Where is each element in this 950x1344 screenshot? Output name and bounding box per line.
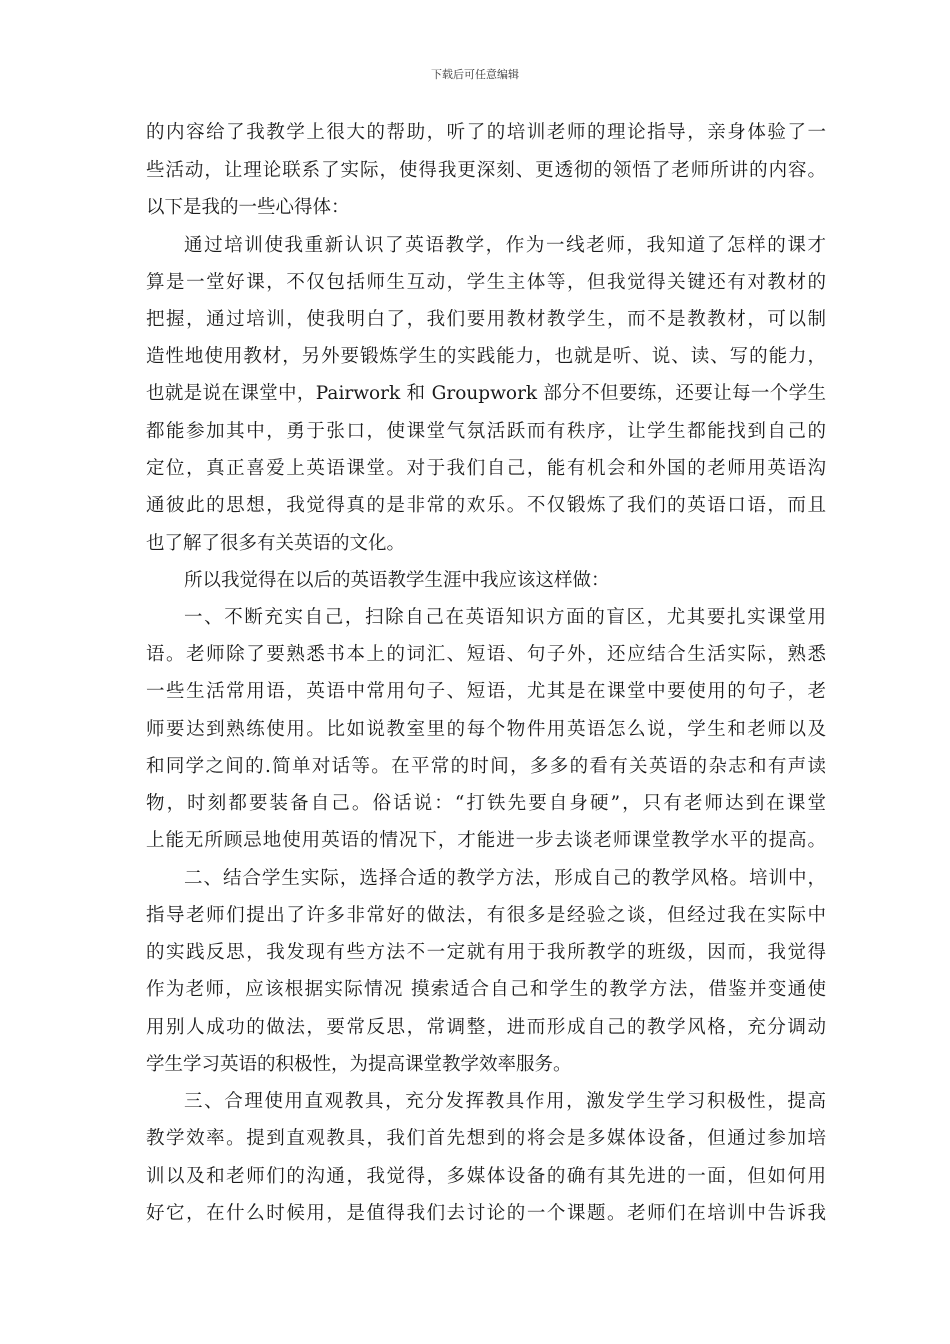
text-line: 好它，在什么时候用，是值得我们去讨论的一个课题。老师们在培训中告诉我	[146, 1203, 826, 1224]
text-line: 一些生活常用语，英语中常用句子、短语，尤其是在课堂中要使用的句子，老	[146, 681, 826, 702]
text-line: 所以我觉得在以后的英语教学生涯中我应该这样做：	[184, 570, 610, 591]
text-line: 些活动，让理论联系了实际，使得我更深刻、更透彻的领悟了老师所讲的内容。	[146, 160, 826, 181]
text-line: 通彼此的思想，我觉得真的是非常的欢乐。不仅锻炼了我们的英语口语，而且	[146, 495, 826, 516]
text-line: 通过培训使我重新认识了英语教学，作为一线老师，我知道了怎样的课才	[184, 235, 826, 256]
text-line: 师要达到熟练使用。比如说教室里的每个物件用英语怎么说，学生和老师以及	[146, 719, 826, 740]
text-line: 也了解了很多有关英语的文化。	[146, 533, 406, 554]
text-line: 上能无所顾忌地使用英语的情况下，才能进一步去谈老师课堂教学水平的提高。	[146, 830, 826, 851]
text-line: 的实践反思，我发现有些方法不一定就有用于我所教学的班级，因而，我觉得	[146, 942, 826, 963]
text-line: 把握，通过培训，使我明白了，我们要用教材教学生，而不是教教材，可以制	[146, 309, 826, 330]
text-line: 作为老师，应该根据实际情况 摸索适合自己和学生的教学方法，借鉴并变通使	[146, 979, 826, 1000]
text-line: 也就是说在课堂中，Pairwork 和 Groupwork 部分不但要练，还要让每一个学生	[146, 383, 826, 404]
text-line: 教学效率。提到直观教具，我们首先想到的将会是多媒体设备，但通过参加培	[146, 1128, 826, 1149]
text-line: 三、合理使用直观教具，充分发挥教具作用，激发学生学习积极性，提高	[184, 1091, 826, 1112]
text-line: 指导老师们提出了许多非常好的做法，有很多是经验之谈，但经过我在实际中	[146, 905, 826, 926]
text-line: 语。老师除了要熟悉书本上的词汇、短语、句子外，还应结合生活实际，熟悉	[146, 644, 826, 665]
text-line: 一、不断充实自己，扫除自己在英语知识方面的盲区，尤其要扎实课堂用	[184, 607, 826, 628]
text-line: 学生学习英语的积极性，为提高课堂教学效率服务。	[146, 1054, 572, 1075]
text-line: 造性地使用教材，另外要锻炼学生的实践能力，也就是听、说、读、写的能力，	[146, 346, 826, 367]
text-line: 用别人成功的做法，要常反思，常调整，进而形成自己的教学风格，充分调动	[146, 1017, 826, 1038]
text-line: 训以及和老师们的沟通，我觉得，多媒体设备的确有其先进的一面，但如何用	[146, 1166, 826, 1187]
text-line: 以下是我的一些心得体：	[146, 197, 350, 218]
text-line: 和同学之间的.简单对话等。在平常的时间，多多的看有关英语的杂志和有声读	[146, 756, 826, 777]
text-line: 二、结合学生实际，选择合适的教学方法，形成自己的教学风格。培训中，	[184, 868, 826, 889]
text-line: 物，时刻都要装备自己。俗话说：“打铁先要自身硬”，只有老师达到在课堂	[146, 793, 826, 814]
text-line: 的内容给了我教学上很大的帮助，听了的培训老师的理论指导，亲身体验了一	[146, 122, 826, 143]
text-line: 都能参加其中，勇于张口，使课堂气氛活跃而有秩序，让学生都能找到自己的	[146, 421, 826, 442]
text-line: 算是一堂好课，不仅包括师生互动，学生主体等，但我觉得关键还有对教材的	[146, 272, 826, 293]
page-header: 下载后可任意编辑	[431, 68, 519, 81]
text-line: 定位，真正喜爱上英语课堂。对于我们自己，能有机会和外国的老师用英语沟	[146, 458, 826, 479]
